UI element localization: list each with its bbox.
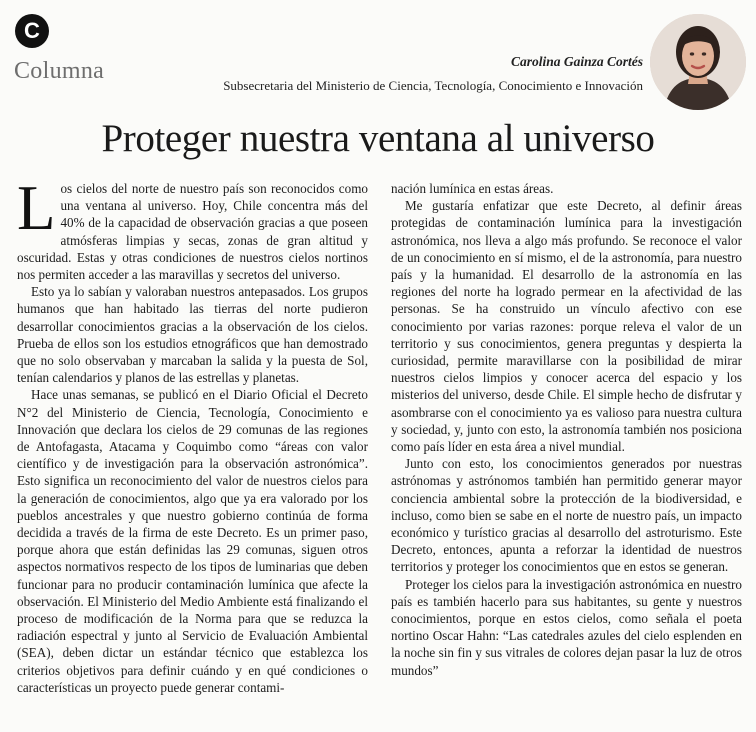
article-paragraph: Junto con esto, los conocimientos generados por nuestras astrónomas y astrónomos también han permitido generar mayor conciencia ambiental sobre la protección de la biodiversidad, e incluso, como bien se sabe en el norte de nuestro país, un impacto económico y turístico gracias al desarrollo del astroturismo. Este Decreto, entonces, apunta a reforzar la identidad de nuestros territorios y proteger los conocimientos que en estos se generan. bbox=[391, 456, 742, 575]
drop-cap: L bbox=[17, 173, 56, 243]
column-badge bbox=[15, 14, 49, 48]
article-column-left bbox=[17, 173, 368, 696]
author-role: Subsecretaria del Ministerio de Ciencia, Tecnología, Conocimiento e Innovación bbox=[223, 78, 643, 93]
article-column-right bbox=[391, 180, 742, 679]
article-headline: Proteger nuestra ventana al universo bbox=[101, 117, 655, 160]
author-portrait-illustration bbox=[650, 14, 746, 110]
author-name: Carolina Gainza Cortés bbox=[510, 54, 643, 69]
author-photo bbox=[650, 14, 746, 110]
article-paragraph: Me gustaría enfatizar que este Decreto, al definir áreas protegidas de contaminación lumínica para la investigación astronómica, nos lleva a algo más profundo. Se reconoce el valor de un conocimiento en sí mismo, el de la astronomía, para nuestro país y la humanidad. El desarrollo de la astronomía en las regiones del norte ha logrado permear en la afectividad de las personas. Se ha construido un vínculo afectivo con ese conocimiento por varias razones: porque releva el valor de un territorio y sus conocimientos, genera preguntas y despierta la curiosidad, permite maravillarse con la posibilidad de mirar nuestros cielos limpios y conocer acerca del espacio y los misterios del universo, desde Chile. El simple hecho de disfrutar y asombrarse con el conocimiento ya es valioso para nuestra cultura y sociedad, y, junto con esto, la astronomía también nos posiciona como país líder en esta área a nivel mundial. bbox=[391, 198, 742, 455]
article-paragraph: Esto ya lo sabían y valoraban nuestros antepasados. Los grupos humanos que han habitado las tierras del norte pudieron desarrollar conocimientos gracias a la observación de los cielos. Prueba de ellos son los estudios etnográficos que han demostrado que no solo observaban y marcaban la salida y la puesta de Sol, tenían calendarios y planos de las estrellas y planetas. bbox=[17, 284, 368, 386]
paragraph-text: os cielos del norte de nuestro país son reconocidos como una ventana al universo. Hoy, Chile concentra más del 40% de la capacidad de observación gracias a que poseen atmósferas limpias y secas, zonas de gran altitud y oscuridad. Estas y otras condiciones de nuestros cielos nortinos nos permiten acceder a las maravillas y secretos del universo. bbox=[17, 181, 368, 283]
article-paragraph: Proteger los cielos para la investigación astronómica en nuestro país es también hacerlo para sus habitantes, su gente y nuestros conocimientos, porque en estos cielos, como señala el poeta nortino Oscar Hahn: “Las catedrales azules del cielo esplenden en la noche sin fin y sus vitrales de colores dejan pasar la luz de otros mundos” bbox=[391, 576, 742, 678]
section-label: Columna bbox=[14, 58, 105, 84]
article-paragraph bbox=[17, 173, 368, 283]
article-paragraph: nación lumínica en estas áreas. bbox=[391, 181, 554, 196]
article-paragraph: Hace unas semanas, se publicó en el Diario Oficial el Decreto N°2 del Ministerio de Ciencia, Tecnología, Conocimiento e Innovación que declara los cielos de 29 comunas de las regiones de Antofagasta, Atacama y Coquimbo como “áreas con valor científico y de investigación para la observación astronómica”. Esto significa un reconocimiento del valor de nuestros cielos para la generación de conocimientos, algo que ya era valorado por los pueblos ancestrales y que nuestro gobierno continúa de forma decidida a través de la firma de este Decreto. Es un primer paso, porque ahora que están definidas las 29 comunas, siguen otros aspectos normativos respecto de los tipos de luminarias que deben funcionar para no producir contaminación lumínica que afecte la observación. El Ministerio del Medio Ambiente está finalizando el proceso de modificación de la Norma para que se reduzca la radiación espectral y junto al Servicio de Evaluación Ambiental (SEA), deben dictar un estándar técnico que establezca los criterios objetivos para definir cuándo y en qué condiciones o características un proyecto puede generar contami- bbox=[17, 387, 368, 695]
column-badge-letter: C bbox=[24, 18, 40, 43]
